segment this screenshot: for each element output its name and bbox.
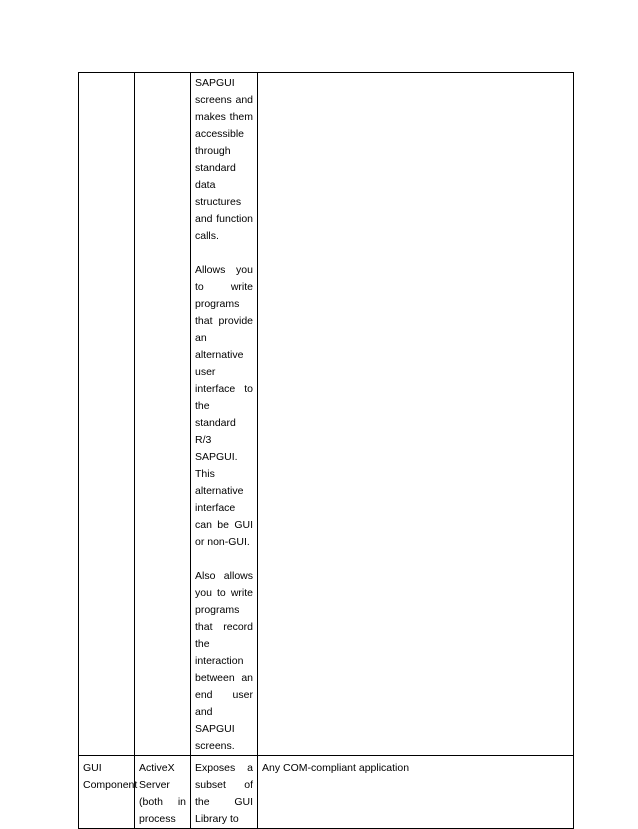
cell-clients bbox=[258, 73, 574, 756]
cell-type bbox=[135, 73, 191, 756]
cell-type: ActiveX Server (both in process bbox=[135, 756, 191, 829]
component-table bbox=[78, 72, 574, 829]
cell-component bbox=[79, 73, 135, 756]
cell-description: Exposes a subset of the GUI Library to bbox=[191, 756, 258, 829]
description-paragraph-3: Also allows you to write programs that record the interaction between an end user and SAPGUI screens. bbox=[195, 570, 253, 752]
cell-clients: Any COM-compliant application bbox=[258, 756, 574, 829]
cell-description bbox=[191, 73, 258, 756]
description-paragraph-2: Allows you to write programs that provide an alternative user interface to the standard R/3 SAPGUI. This alternative interface can be GUI or non-GUI. bbox=[195, 264, 253, 548]
cell-component: GUI Component bbox=[79, 756, 135, 829]
table-row bbox=[79, 73, 574, 756]
table-row bbox=[79, 756, 574, 829]
description-paragraph-1: SAPGUI screens and makes them accessible through standard data structures and function calls. bbox=[195, 77, 253, 242]
